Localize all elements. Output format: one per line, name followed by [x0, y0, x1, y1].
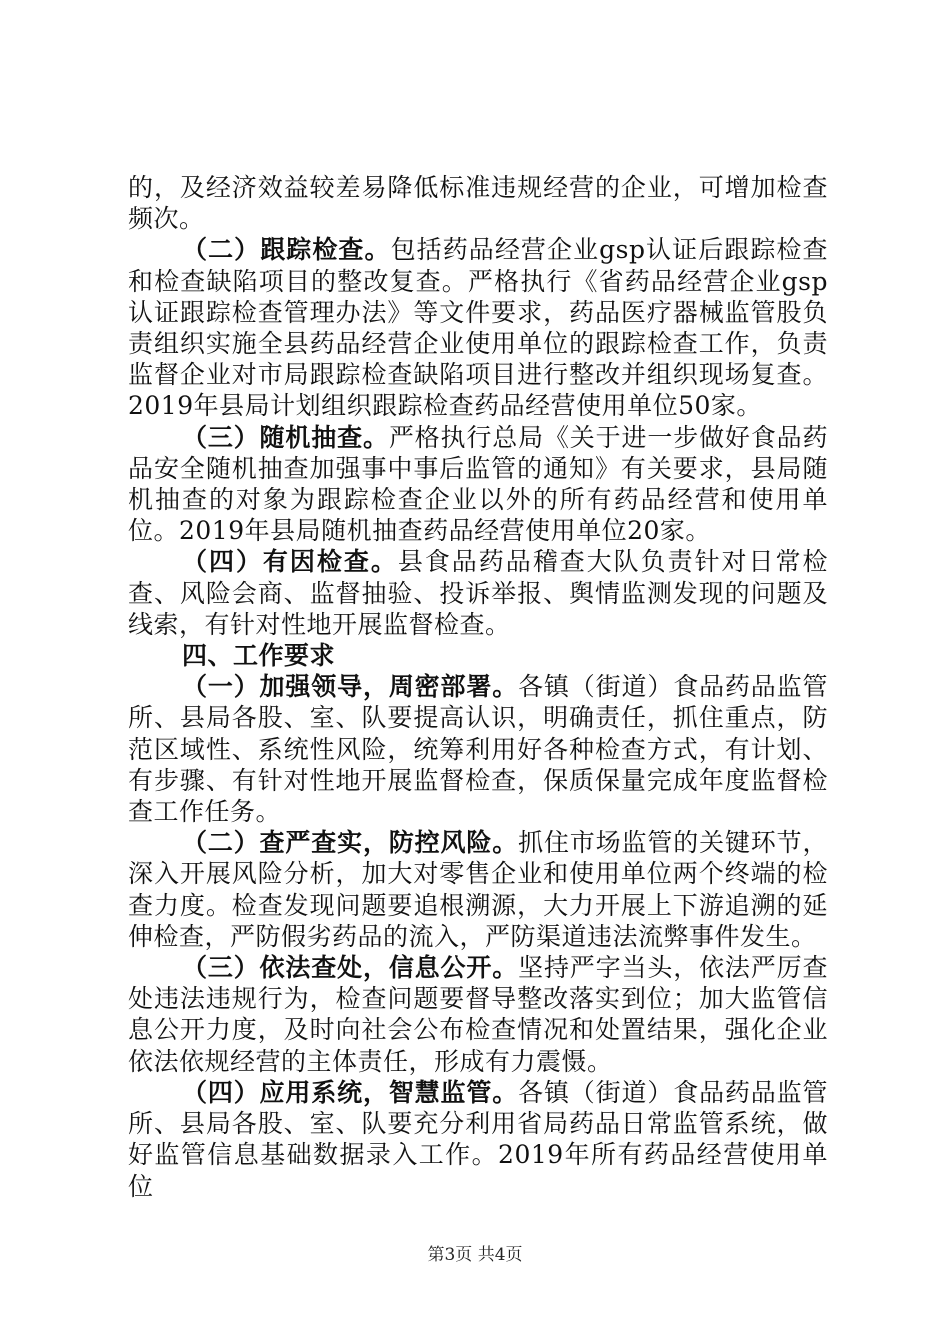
paragraph-2-text: 包括药品经营企业gsp认证后跟踪检查和检查缺陷项目的整改复查。严格执行《省药品经营企业gsp认证跟踪检查管理办法》等文件要求，药品医疗器械监管股负责组织实施全县药品经营企业使用单位的跟踪检查工作，负责监督企业对市局跟踪检查缺陷项目进行整改并组织现场复查。2019年县局计划组织跟踪检查药品经营使用单位50家。 [128, 235, 828, 421]
document-body [128, 172, 828, 1202]
paragraph-7 [128, 827, 828, 952]
paragraph-2 [128, 234, 828, 421]
paragraph-4-text: 县食品药品稽查大队负责针对日常检查、风险会商、监督抽验、投诉举报、舆情监测发现的问题及线索，有针对性地开展监督检查。 [128, 547, 828, 639]
paragraph-2-heading: （二）跟踪检查。 [182, 235, 391, 265]
paragraph-7-text: 抓住市场监管的关键环节，深入开展风险分析，加大对零售企业和使用单位两个终端的检查力度。检查发现问题要追根溯源，大力开展上下游追溯的延伸检查，严防假劣药品的流入，严防渠道违法流弊事件发生。 [128, 828, 828, 951]
paragraph-6-heading: （一）加强领导，周密部署。 [182, 672, 519, 702]
paragraph-6-text: 各镇（街道）食品药品监管所、县局各股、室、队要提高认识，明确责任，抓住重点，防范区域性、系统性风险，统筹利用好各种检查方式，有计划、有步骤、有针对性地开展监督检查，保质保量完成年度监督检查工作任务。 [128, 672, 828, 827]
paragraph-8 [128, 952, 828, 1077]
paragraph-9 [128, 1077, 828, 1202]
paragraph-7-heading: （二）查严查实，防控风险。 [182, 828, 519, 858]
paragraph-3-heading: （三）随机抽查。 [182, 422, 389, 452]
paragraph-4-heading: （四）有因检查。 [182, 547, 398, 577]
paragraph-3-text: 严格执行总局《关于进一步做好食品药品安全随机抽查加强事中事后监管的通知》有关要求，县局随机抽查的对象为跟踪检查企业以外的所有药品经营和使用单位。2019年县局随机抽查药品经营使用单位20家。 [128, 422, 828, 546]
paragraph-8-heading: （三）依法查处，信息公开。 [182, 953, 519, 983]
paragraph-4 [128, 546, 828, 640]
paragraph-9-text: 各镇（街道）食品药品监管所、县局各股、室、队要充分利用省局药品日常监管系统，做好监管信息基础数据录入工作。2019年所有药品经营使用单位 [128, 1077, 828, 1201]
paragraph-6 [128, 671, 828, 827]
section-heading [128, 640, 828, 671]
paragraph-9-heading: （四）应用系统，智慧监管。 [182, 1077, 519, 1107]
section-heading-text: 四、工作要求 [182, 641, 336, 671]
paragraph-3 [128, 422, 828, 547]
paragraph-1-text: 的，及经济效益较差易降低标准违规经营的企业，可增加检查频次。 [128, 173, 828, 234]
paragraph-8-text: 坚持严字当头，依法严厉查处违法违规行为，检查问题要督导整改落实到位；加大监管信息公开力度，及时向社会公布检查情况和处置结果，强化企业依法依规经营的主体责任，形成有力震慑。 [128, 953, 828, 1076]
paragraph-1 [128, 172, 828, 234]
page-number-footer: 第3页 共4页 [427, 1245, 523, 1265]
